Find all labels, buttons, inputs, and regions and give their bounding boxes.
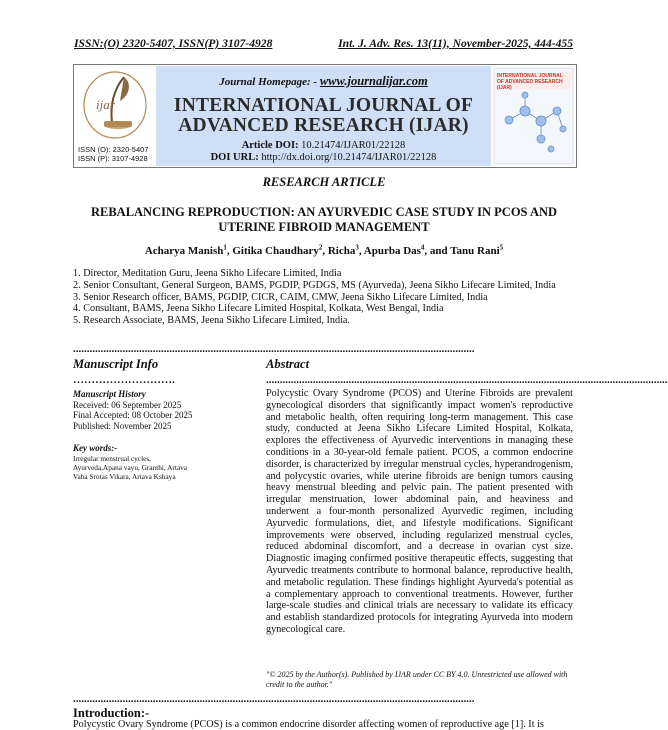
doi-label: Article DOI: xyxy=(241,140,299,151)
history-heading: Manuscript History xyxy=(73,389,146,399)
received-date: Received: 06 September 2025 xyxy=(73,399,182,410)
author-list xyxy=(73,243,575,257)
journal-cover-thumbnail xyxy=(491,65,576,167)
keywords-line: Vaha Srotas Vikara, Artava Kshaya xyxy=(73,472,176,481)
manuscript-history xyxy=(73,389,192,431)
cover-title: INTERNATIONAL JOURNAL OF ADVANCED RESEARCH (IJAR) xyxy=(497,73,563,91)
author: Acharya Manish$^1$, xyxy=(144,243,233,257)
affiliation-item: 2. Senior Consultant, General Surgeon, BAMS, PGDIP, PGDGS, MS (Ayurveda), Jeena Sikho Lifecare Limited, India xyxy=(73,279,556,291)
published-date: Published: November 2025 xyxy=(73,420,172,431)
dotted-separator: ………………………. xyxy=(73,374,175,386)
issn-block xyxy=(78,145,148,163)
journal-logo xyxy=(74,65,156,167)
copyright-notice: "© 2025 by the Author(s). Published by IJAR under CC BY 4.0. Unrestricted use allowed with credit to the author." xyxy=(266,670,568,689)
keywords-line: Irregular menstrual cycles, xyxy=(73,454,151,463)
article-type: RESEARCH ARTICLE xyxy=(262,175,386,189)
journal-title xyxy=(156,96,491,136)
abstract-heading: Abstract xyxy=(266,357,310,371)
affiliation-item: 4. Consultant, BAMS, Jeena Sikho Lifecare Limited Hospital, Kolkata, West Bengal, India xyxy=(73,303,444,315)
issn-online: ISSN (O): 2320-5407 xyxy=(78,145,149,154)
dotted-separator: .................................................................................................................................................. xyxy=(73,693,475,705)
doi-url-label: DOI URL: xyxy=(210,152,259,163)
introduction-text: Polycystic Ovary Syndrome (PCOS) is a common endocrine disorder affecting women of reproductive age [1]. It is xyxy=(73,719,544,730)
author: Gitika Chaudhary$^2$, xyxy=(232,243,328,257)
article-title-line1: REBALANCING REPRODUCTION: AN AYURVEDIC CASE STUDY IN PCOS AND xyxy=(90,205,558,219)
keywords xyxy=(73,443,263,481)
keywords-line: Ayurveda,Apana vayu, Granthi, Artava xyxy=(73,463,188,472)
author: Tanu Rani$^5$ xyxy=(450,243,504,257)
author: Apurba Das$^4$, and xyxy=(363,243,451,257)
dotted-separator: .................................................................................................................................................. xyxy=(73,343,475,355)
affiliation-list xyxy=(73,268,575,327)
quill-inkpot-icon xyxy=(74,65,156,145)
affiliation-item: 1. Director, Meditation Guru, Jeena Sikho Lifecare Limited, India xyxy=(73,268,342,279)
author: Richa$^3$, xyxy=(327,243,364,257)
journal-homepage xyxy=(156,74,491,89)
abstract-text: Polycystic Ovary Syndrome (PCOS) and Uterine Fibroids are prevalent gynecological disorders that significantly impact women's reproductive and metabolic health, often requiring long-term management. This case study, conducted at Jeena Sikho Lifecare Limited Hospital, Kolkata, explores the effectiveness of Ayurvedic interventions in managing these conditions in a 30-year-old female patient. PCOS, a common endocrine disorder, is characterized by irregular menstrual cycles, hyperandrogenism, and polycystic ovaries, while uterine fibroids are benign tumors causing heavy menstrual bleeding and pelvic pain. The patient presented with irregular menstruation, lower abdominal pain, and heaviness and underwent a four-month personalized Ayurvedic regimen, including Ayurvedic formulations, diet, and lifestyle modifications. Significant improvements were observed, including regularized menstrual cycles, reduced abdominal discomfort, and a decrease in ovarian cyst size. Diagnostic imaging confirmed positive therapeutic effects, suggesting that Ayurvedic treatments contribute to hormonal balance, reproductive health, and metabolic regulation. These findings highlight Ayurveda's potential as a complementary approach to conventional treatments. However, further large-scale studies and clinical trials are necessary to validate its efficacy and establish standardized protocols for integrating Ayurveda into modern gynecological care. xyxy=(266,388,573,635)
logo-text: ijar xyxy=(96,97,115,112)
affiliation-item: 5. Research Associate, BAMS, Jeena Sikho Lifecare Limited, India. xyxy=(73,315,350,327)
running-header-citation: Int. J. Adv. Res. 13(11), November-2025, 444-455 xyxy=(338,37,573,50)
doi-value[interactable]: 10.21474/IJAR01/22128 xyxy=(301,140,406,151)
doi-url-link[interactable]: http://dx.doi.org/10.21474/IJAR01/22128 xyxy=(261,152,437,163)
manuscript-info-heading: Manuscript Info xyxy=(73,357,159,371)
article-title-line2: UTERINE FIBROID MANAGEMENT xyxy=(218,220,430,234)
doi-block xyxy=(156,140,491,164)
accepted-date: Final Accepted: 08 October 2025 xyxy=(73,410,193,420)
homepage-link[interactable]: www.journalijar.com xyxy=(319,74,428,88)
article-title xyxy=(73,205,575,235)
introduction-heading: Introduction:- xyxy=(73,706,150,720)
running-header xyxy=(74,37,573,50)
journal-title-line1: INTERNATIONAL JOURNAL OF xyxy=(173,95,474,116)
affiliation-item: 3. Senior Research officer, BAMS, PGDIP, CICR, CAIM, CMW, Jeena Sikho Lifecare Limited, India xyxy=(73,291,488,303)
running-header-issn: ISSN:(O) 2320-5407, ISSN(P) 3107-4928 xyxy=(74,37,273,50)
journal-title-line2: ADVANCED RESEARCH (IJAR) xyxy=(178,115,469,136)
dotted-separator: .................................................................................................................................................. xyxy=(266,374,668,386)
homepage-label: Journal Homepage: - xyxy=(219,76,318,88)
keywords-heading: Key words:- xyxy=(73,443,118,453)
issn-print: ISSN (P): 3107-4928 xyxy=(78,154,148,163)
journal-masthead xyxy=(73,64,577,168)
